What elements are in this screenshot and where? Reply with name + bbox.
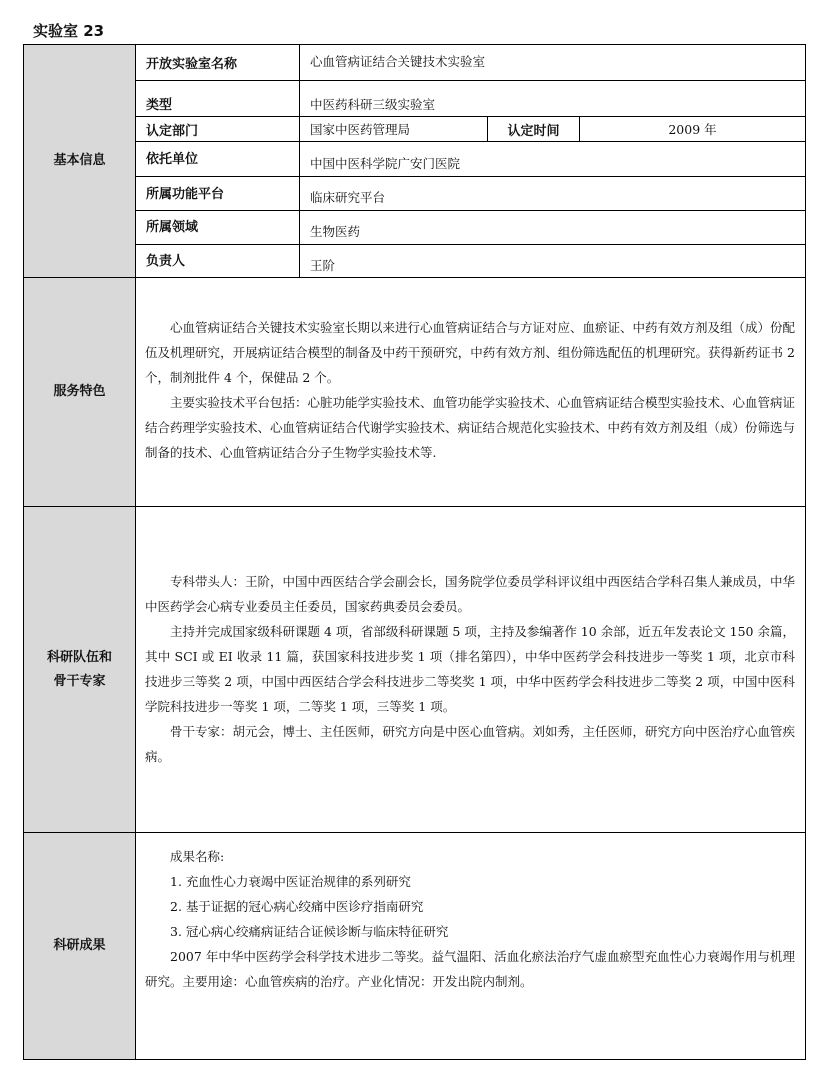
platform-key: 所属功能平台 [135, 176, 300, 211]
service-paragraph-2: 主要实验技术平台包括：心脏功能学实验技术、血管功能学实验技术、心血管病证结合模型实验技术、心血管病证结合药理学实验技术、心血管病证结合代谢学实验技术、病证结合规范化实验技术、中药有效方剂及组（成）份筛选与制备的技术、心血管病证结合分子生物学实验技术等. [145, 395, 796, 460]
host-key: 依托单位 [135, 141, 300, 177]
field-key: 所属领域 [135, 210, 300, 245]
results-item: 3. 冠心病心绞痛病证结合证候诊断与临床特征研究 [170, 924, 449, 939]
host-value: 中国中医科学院广安门医院 [299, 141, 806, 177]
service-paragraph-1: 心血管病证结合关键技术实验室长期以来进行心血管病证结合与方证对应、血瘀证、中药有效方剂及组（成）份配伍及机理研究，开展病证结合模型的制备及中药干预研究，中药有效方剂、组份筛选配伍的机理研究。获得新药证书 2 个，制剂批件 4 个，保健品 2 个。 [145, 320, 796, 385]
results-item: 2. 基于证据的冠心病心绞痛中医诊疗指南研究 [170, 899, 424, 914]
team-body [136, 507, 805, 832]
time-key: 认定时间 [487, 116, 580, 142]
team-paragraph-1: 专科带头人：王阶，中国中西医结合学会副会长，国务院学位委员学科评议组中西医结合学科召集人兼成员，中华中医药学会心病专业委员主任委员，国家药典委员会委员。 [145, 574, 796, 614]
team-label [24, 507, 136, 832]
results-label: 科研成果 [24, 833, 136, 1059]
service-label: 服务特色 [24, 278, 136, 506]
service-body [136, 278, 805, 506]
lab-name-key: 开放实验室名称 [135, 44, 300, 81]
type-value: 中医药科研三级实验室 [299, 80, 806, 117]
lead-value: 王阶 [299, 244, 806, 278]
results-body [136, 833, 805, 1059]
type-key: 类型 [135, 80, 300, 117]
team-section [23, 506, 806, 833]
field-value: 生物医药 [299, 210, 806, 245]
team-label-line-2: 骨干专家 [53, 673, 106, 689]
time-value: 2009 年 [579, 116, 806, 142]
service-section [23, 277, 806, 507]
results-item: 1. 充血性心力衰竭中医证治规律的系列研究 [170, 874, 411, 889]
team-paragraph-3: 骨干专家：胡元会，博士、主任医师，研究方向是中医心血管病。刘如秀，主任医师，研究方向中医治疗心血管疾病。 [145, 724, 796, 764]
dept-value: 国家中医药管理局 [299, 116, 488, 142]
results-intro: 成果名称: [170, 849, 225, 864]
results-paragraph: 2007 年中华中医药学会科学技术进步二等奖。益气温阳、活血化瘀法治疗气虚血瘀型充血性心力衰竭作用与机理研究。主要用途：心血管疾病的治疗。产业化情况：开发出院内制剂。 [145, 949, 795, 989]
results-section [23, 832, 806, 1060]
platform-value: 临床研究平台 [299, 176, 806, 211]
team-paragraph-2: 主持并完成国家级科研课题 4 项，省部级科研课题 5 项，主持及参编著作 10 余部，近五年发表论文 150 余篇，其中 SCI 或 EI 收录 11 篇，获国家科技进步奖 1 项（排名第四），中华中医药学会科技进步一等奖 1 项，北京市科技进步三等奖 2 项，中国中西医结合学会科技进步二等奖奖 1 项，中华中医药学会科技进步二等奖 2 项，中国中医科学院科技进步一等奖 1 项，二等奖 1 项，三等奖 1 项。 [145, 624, 795, 714]
lead-key: 负责人 [135, 244, 300, 278]
lab-name-value: 心血管病证结合关键技术实验室 [299, 44, 806, 81]
basic-info-section [23, 44, 806, 278]
basic-info-label: 基本信息 [24, 45, 136, 277]
page-title: 实验室 23 [33, 22, 105, 40]
team-label-line-1: 科研队伍和 [46, 649, 112, 665]
dept-key: 认定部门 [135, 116, 300, 142]
